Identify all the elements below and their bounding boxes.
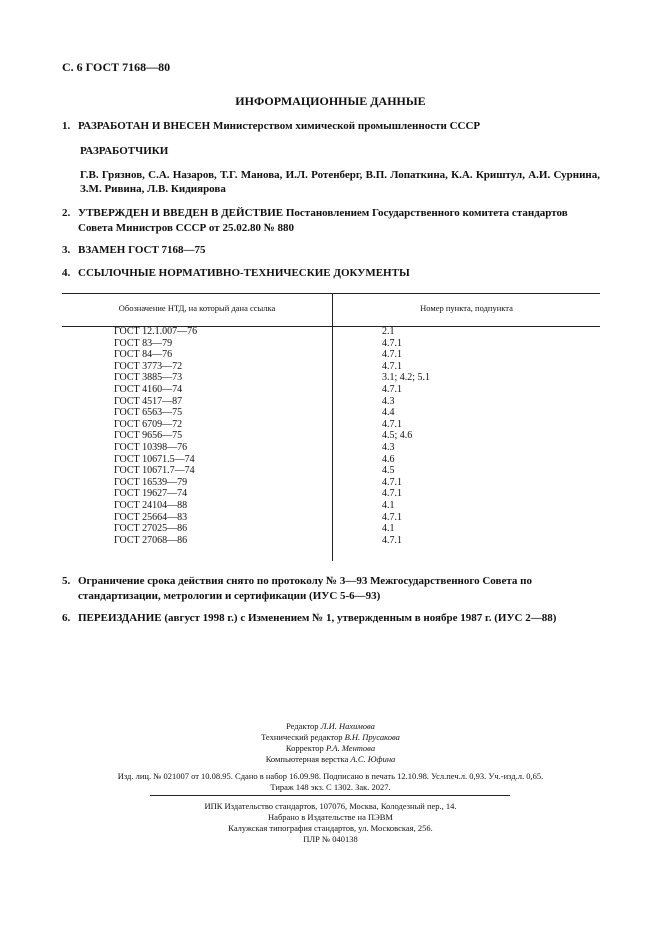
section-1 xyxy=(62,119,602,134)
table-cell-clause: 4.7.1 xyxy=(382,476,402,488)
table-cell-clause: 4.1 xyxy=(382,499,395,511)
editor-name: Л.И. Нахимова xyxy=(320,721,375,731)
section-number: 2. xyxy=(62,207,71,219)
table-cell-clause: 4.3 xyxy=(382,441,395,453)
table-cell-clause: 4.7.1 xyxy=(382,488,402,500)
table-cell-document: ГОСТ 16539—79 xyxy=(114,476,188,488)
table-cell-document: ГОСТ 10398—76 xyxy=(114,441,188,453)
table-cell-document: ГОСТ 83—79 xyxy=(114,337,173,349)
publisher-line: ПЛР № 040138 xyxy=(303,834,358,844)
table-cell-document: ГОСТ 6709—72 xyxy=(114,418,183,430)
table-column-clauses xyxy=(382,326,430,546)
table-cell-document: ГОСТ 12.1.007—76 xyxy=(114,326,198,337)
table-cell-document: ГОСТ 3885—73 xyxy=(114,372,183,384)
section-number: 3. xyxy=(62,244,71,256)
document-title: ИНФОРМАЦИОННЫЕ ДАННЫЕ xyxy=(235,94,426,108)
table-cell-clause: 4.5 xyxy=(382,465,395,477)
table-header-document: Обозначение НТД, на который дана ссылка xyxy=(118,303,276,313)
table-top-rule xyxy=(62,293,600,294)
table-cell-document: ГОСТ 19627—74 xyxy=(114,488,188,500)
table-cell-clause: 3.1; 4.2; 5.1 xyxy=(382,372,431,384)
section-number: 4. xyxy=(62,267,71,279)
section-6 xyxy=(62,611,622,626)
table-cell-clause: 4.7.1 xyxy=(382,383,402,395)
table-cell-clause: 4.3 xyxy=(382,395,395,407)
publisher-line: Набрано в Издательстве на ПЭВМ xyxy=(268,812,393,822)
proofreader-name: Р.А. Ментова xyxy=(325,743,376,753)
proofreader-label: Корректор xyxy=(285,743,324,753)
table-cell-document: ГОСТ 4160—74 xyxy=(114,383,183,395)
section-text: ВЗАМЕН ГОСТ 7168—75 xyxy=(78,244,206,256)
imprint-divider xyxy=(150,795,510,796)
section-text: ПЕРЕИЗДАНИЕ (август 1998 г.) с Изменением № 1, утвержденным в ноябре 1987 г. (ИУС 2—88) xyxy=(78,612,557,624)
section-number: 5. xyxy=(62,575,71,587)
imprint xyxy=(0,771,661,793)
table-cell-clause: 4.7.1 xyxy=(382,418,402,430)
table-cell-document: ГОСТ 25664—83 xyxy=(114,511,188,523)
table-cell-clause: 4.1 xyxy=(382,523,395,535)
imprint-line: Тираж 148 экз. С 1302. Зак. 2027. xyxy=(270,782,391,792)
table-cell-clause: 4.7.1 xyxy=(382,534,402,546)
section-4 xyxy=(62,266,602,281)
section-3 xyxy=(62,243,602,258)
publisher-line: Калужская типография стандартов, ул. Московская, 256. xyxy=(228,823,433,833)
page-header: С. 6 ГОСТ 7168—80 xyxy=(62,60,171,74)
developers-names: Г.В. Грязнов, С.А. Назаров, Т.Г. Манова, И.Л. Ротенберг, В.П. Лопаткина, К.А. Криштул, А.И. Сурнина, З.М. Ривина, Л.В. Кидиярова xyxy=(80,169,600,195)
table-cell-document: ГОСТ 3773—72 xyxy=(114,360,183,372)
table-column-documents xyxy=(114,326,197,546)
table-cell-clause: 2.1 xyxy=(382,326,395,337)
table-column-divider xyxy=(332,293,333,561)
table-cell-clause: 4.6 xyxy=(382,453,395,465)
table-cell-clause: 4.7.1 xyxy=(382,349,402,361)
table-cell-document: ГОСТ 4517—87 xyxy=(114,395,183,407)
table-cell-document: ГОСТ 27068—86 xyxy=(114,534,188,546)
section-text: УТВЕРЖДЕН И ВВЕДЕН В ДЕЙСТВИЕ Постановлением Государственного комитета стандартов Совета Министров СССР от 25.02.80 № 880 xyxy=(78,207,568,234)
developers-heading: РАЗРАБОТЧИКИ xyxy=(80,145,169,157)
table-cell-document: ГОСТ 10671.5—74 xyxy=(114,453,195,465)
tech-editor-name: В.Н. Прусакова xyxy=(344,732,400,742)
layout-label: Компьютерная верстка xyxy=(265,754,349,764)
table-cell-clause: 4.4 xyxy=(382,407,395,419)
table-header-clause: Номер пункта, подпункта xyxy=(420,303,513,313)
table-cell-document: ГОСТ 84—76 xyxy=(114,349,173,361)
editorial-staff xyxy=(0,721,661,765)
section-5 xyxy=(62,574,602,604)
table-cell-document: ГОСТ 10671.7—74 xyxy=(114,465,195,477)
section-text: ССЫЛОЧНЫЕ НОРМАТИВНО-ТЕХНИЧЕСКИЕ ДОКУМЕНТЫ xyxy=(78,267,410,279)
section-text: Ограничение срока действия снято по протоколу № 3—93 Межгосударственного Совета по стандартизации, метрологии и сертификации (ИУС 5-6—93) xyxy=(78,575,532,602)
publisher-line: ИПК Издательство стандартов, 107076, Москва, Колодезный пер., 14. xyxy=(204,801,457,811)
table-cell-document: ГОСТ 9656—75 xyxy=(114,430,183,442)
imprint-line: Изд. лиц. № 021007 от 10.08.95. Сдано в набор 16.09.98. Подписано в печать 12.10.98. Усл.печ.л. 0,93. Уч.-изд.л. 0,65. xyxy=(117,771,544,781)
table-cell-document: ГОСТ 24104—88 xyxy=(114,499,188,511)
tech-editor-label: Технический редактор xyxy=(261,732,343,742)
section-number: 6. xyxy=(62,612,71,624)
publisher-info xyxy=(0,801,661,845)
table-cell-clause: 4.5; 4.6 xyxy=(382,430,413,442)
table-cell-clause: 4.7.1 xyxy=(382,337,402,349)
section-2 xyxy=(62,206,602,236)
section-text: РАЗРАБОТАН И ВНЕСЕН Министерством химической промышленности СССР xyxy=(78,120,481,132)
table-cell-clause: 4.7.1 xyxy=(382,360,402,372)
section-number: 1. xyxy=(62,120,71,132)
table-cell-document: ГОСТ 27025—86 xyxy=(114,523,188,535)
table-cell-clause: 4.7.1 xyxy=(382,511,402,523)
editor-label: Редактор xyxy=(286,721,319,731)
layout-name: А.С. Юфина xyxy=(350,754,396,764)
table-cell-document: ГОСТ 6563—75 xyxy=(114,407,183,419)
